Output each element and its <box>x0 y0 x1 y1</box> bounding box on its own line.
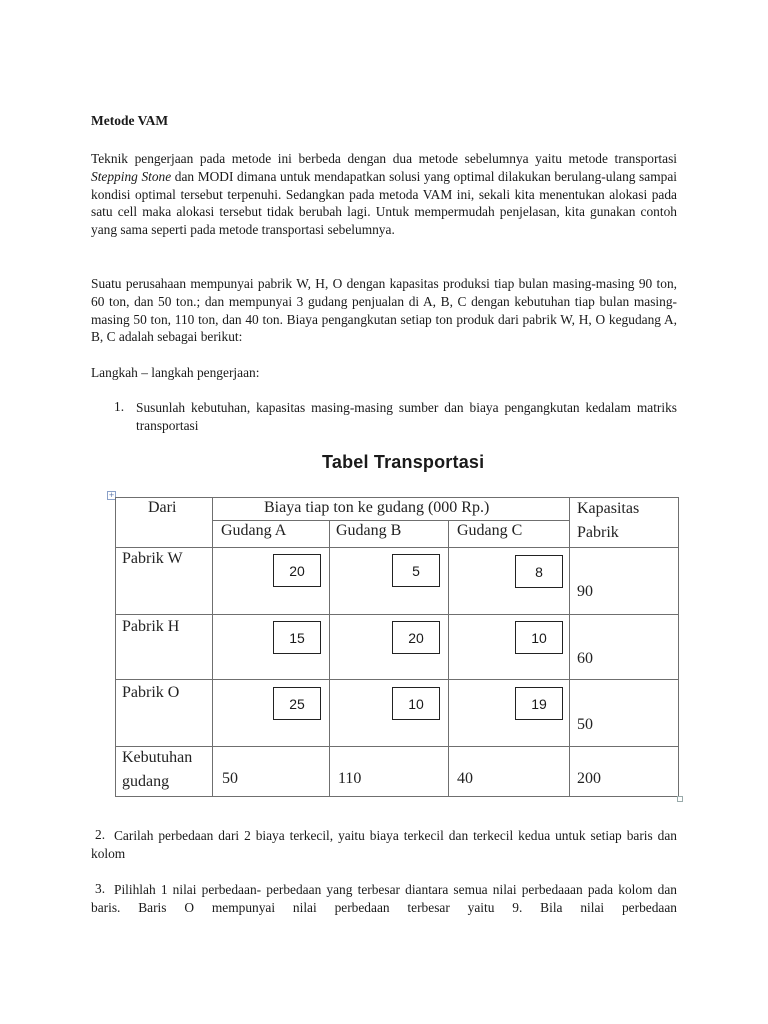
header-capacity-line2: Pabrik <box>577 524 619 541</box>
demand-label-line1: Kebutuhan <box>122 749 193 766</box>
cost-cell-w-b: 5 <box>392 554 440 587</box>
step2-text: Carilah perbedaan dari 2 biaya terkecil, yaitu biaya terkecil dan terkecil kedua untuk setiap baris dan kolom <box>91 828 677 861</box>
header-gudang-c: Gudang C <box>457 522 523 539</box>
row-label-pabrik-o: Pabrik O <box>122 684 180 701</box>
header-from: Dari <box>148 499 177 516</box>
table-caption: Tabel Transportasi <box>322 452 485 472</box>
demand-c: 40 <box>457 770 473 787</box>
cost-cell-h-b: 20 <box>392 621 440 654</box>
table-resize-handle[interactable] <box>677 796 683 802</box>
cost-cell-o-a: 25 <box>273 687 321 720</box>
header-capacity-line1: Kapasitas <box>577 500 640 517</box>
cost-cell-o-c: 19 <box>515 687 563 720</box>
step1-number: 1. <box>114 399 125 414</box>
demand-label-line2: gudang <box>122 773 170 790</box>
paragraph-steps-intro: Langkah – langkah pengerjaan: <box>91 365 260 380</box>
section-heading: Metode VAM <box>91 113 169 128</box>
demand-total: 200 <box>577 770 601 787</box>
capacity-h: 60 <box>577 650 593 667</box>
step2-number: 2. <box>95 827 106 842</box>
capacity-w: 90 <box>577 583 593 600</box>
paragraph-intro: Teknik pengerjaan pada metode ini berbeda dengan dua metode sebelumnya yaitu metode transportasi Stepping Stone dan MODI dimana untuk mendapatkan solusi yang optimal dilakukan berulang-ulang sampai kondisi optimal tersebut terpenuhi. Sedangkan pada metoda VAM ini, sekali kita menentukan alokasi pada satu cell maka alokasi tersebut tidak berubah lagi. Untuk mempermudah penjelasan, kita gunakan contoh yang sama seperti pada metode transportasi sebelumnya. <box>91 151 677 238</box>
header-gudang-a: Gudang A <box>221 522 287 539</box>
cost-cell-h-a: 15 <box>273 621 321 654</box>
step3-number: 3. <box>95 881 106 896</box>
step3-text: Pilihlah 1 nilai perbedaan- perbedaan yang terbesar diantara semua nilai perbedaaan pada kolom dan baris. Baris O mempunyai nilai perbedaan terbesar yaitu 9. Bila nilai perbedaan <box>91 882 677 915</box>
capacity-o: 50 <box>577 716 593 733</box>
transport-table <box>115 497 679 797</box>
paragraph-problem: Suatu perusahaan mempunyai pabrik W, H, O dengan kapasitas produksi tiap bulan masing-masing 90 ton, 60 ton, dan 50 ton.; dan mempunyai 3 gudang penjualan di A, B, C dengan kebutuhan tiap bulan masing-masing 50 ton, 110 ton, dan 40 ton. Biaya pengangkutan setiap ton produk dari pabrik W, H, O kegudang A, B, C adalah sebagai berikut: <box>91 276 677 345</box>
header-cost: Biaya tiap ton ke gudang (000 Rp.) <box>264 499 490 516</box>
cost-cell-h-c: 10 <box>515 621 563 654</box>
header-gudang-b: Gudang B <box>336 522 402 539</box>
row-label-pabrik-h: Pabrik H <box>122 618 180 635</box>
cost-cell-w-a: 20 <box>273 554 321 587</box>
demand-a: 50 <box>222 770 238 787</box>
row-label-pabrik-w: Pabrik W <box>122 550 183 567</box>
cost-cell-o-b: 10 <box>392 687 440 720</box>
cost-cell-w-c: 8 <box>515 555 563 588</box>
table-move-handle-icon[interactable]: + <box>108 491 115 499</box>
demand-b: 110 <box>338 770 362 787</box>
step1-text: Susunlah kebutuhan, kapasitas masing-masing sumber dan biaya pengangkutan kedalam matriks transportasi <box>136 400 677 433</box>
